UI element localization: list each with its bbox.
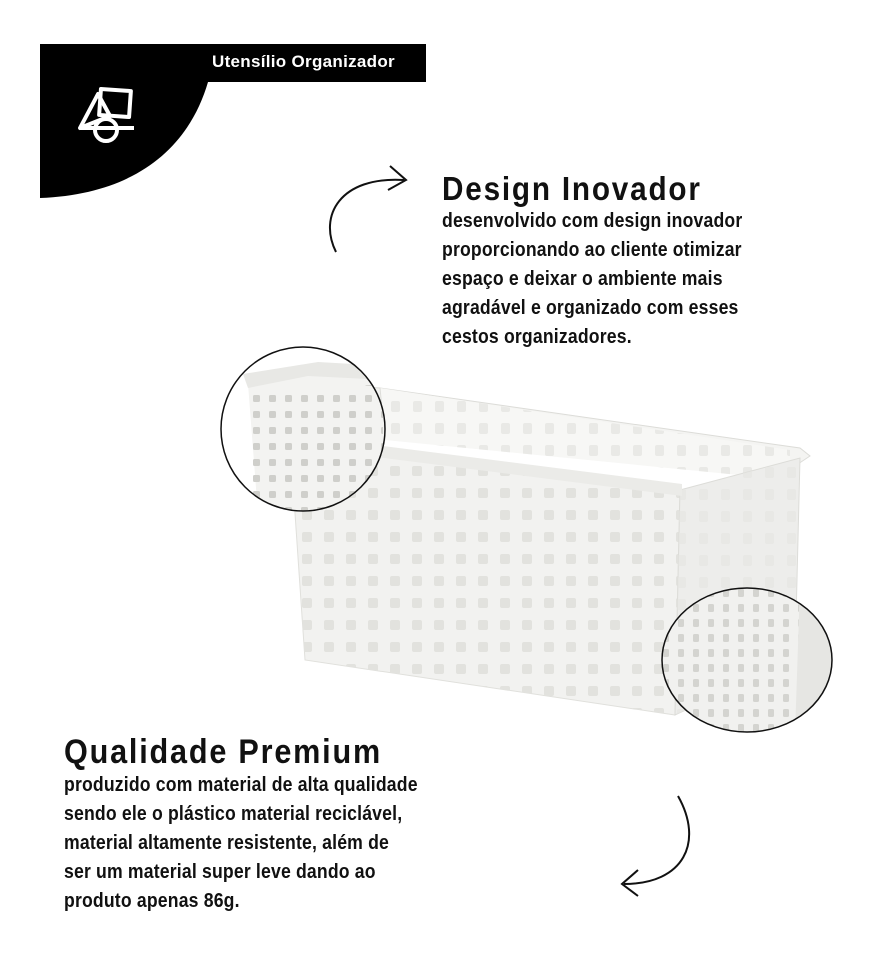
feature-description-design: desenvolvido com design inovador proporcionando ao cliente otimizar espaço e deixar o ambiente mais agradável e organizado com esses cestos organizadores. [442,209,743,348]
curved-arrow-icon [322,156,414,256]
zoom-detail-corner [660,586,834,734]
curved-arrow-icon [614,792,698,900]
feature-description-quality: produzido com material de alta qualidade sendo ele o plástico material reciclável, material altamente resistente, além de ser um material super leve dando ao produto apenas 86g. [64,773,418,912]
feature-title-design: Design Inovador [442,170,702,207]
category-label: Utensílio Organizador [212,52,395,71]
zoom-detail-handle [218,344,388,514]
feature-title-quality: Qualidade Premium [64,733,382,771]
geometric-shapes-icon [76,84,138,151]
